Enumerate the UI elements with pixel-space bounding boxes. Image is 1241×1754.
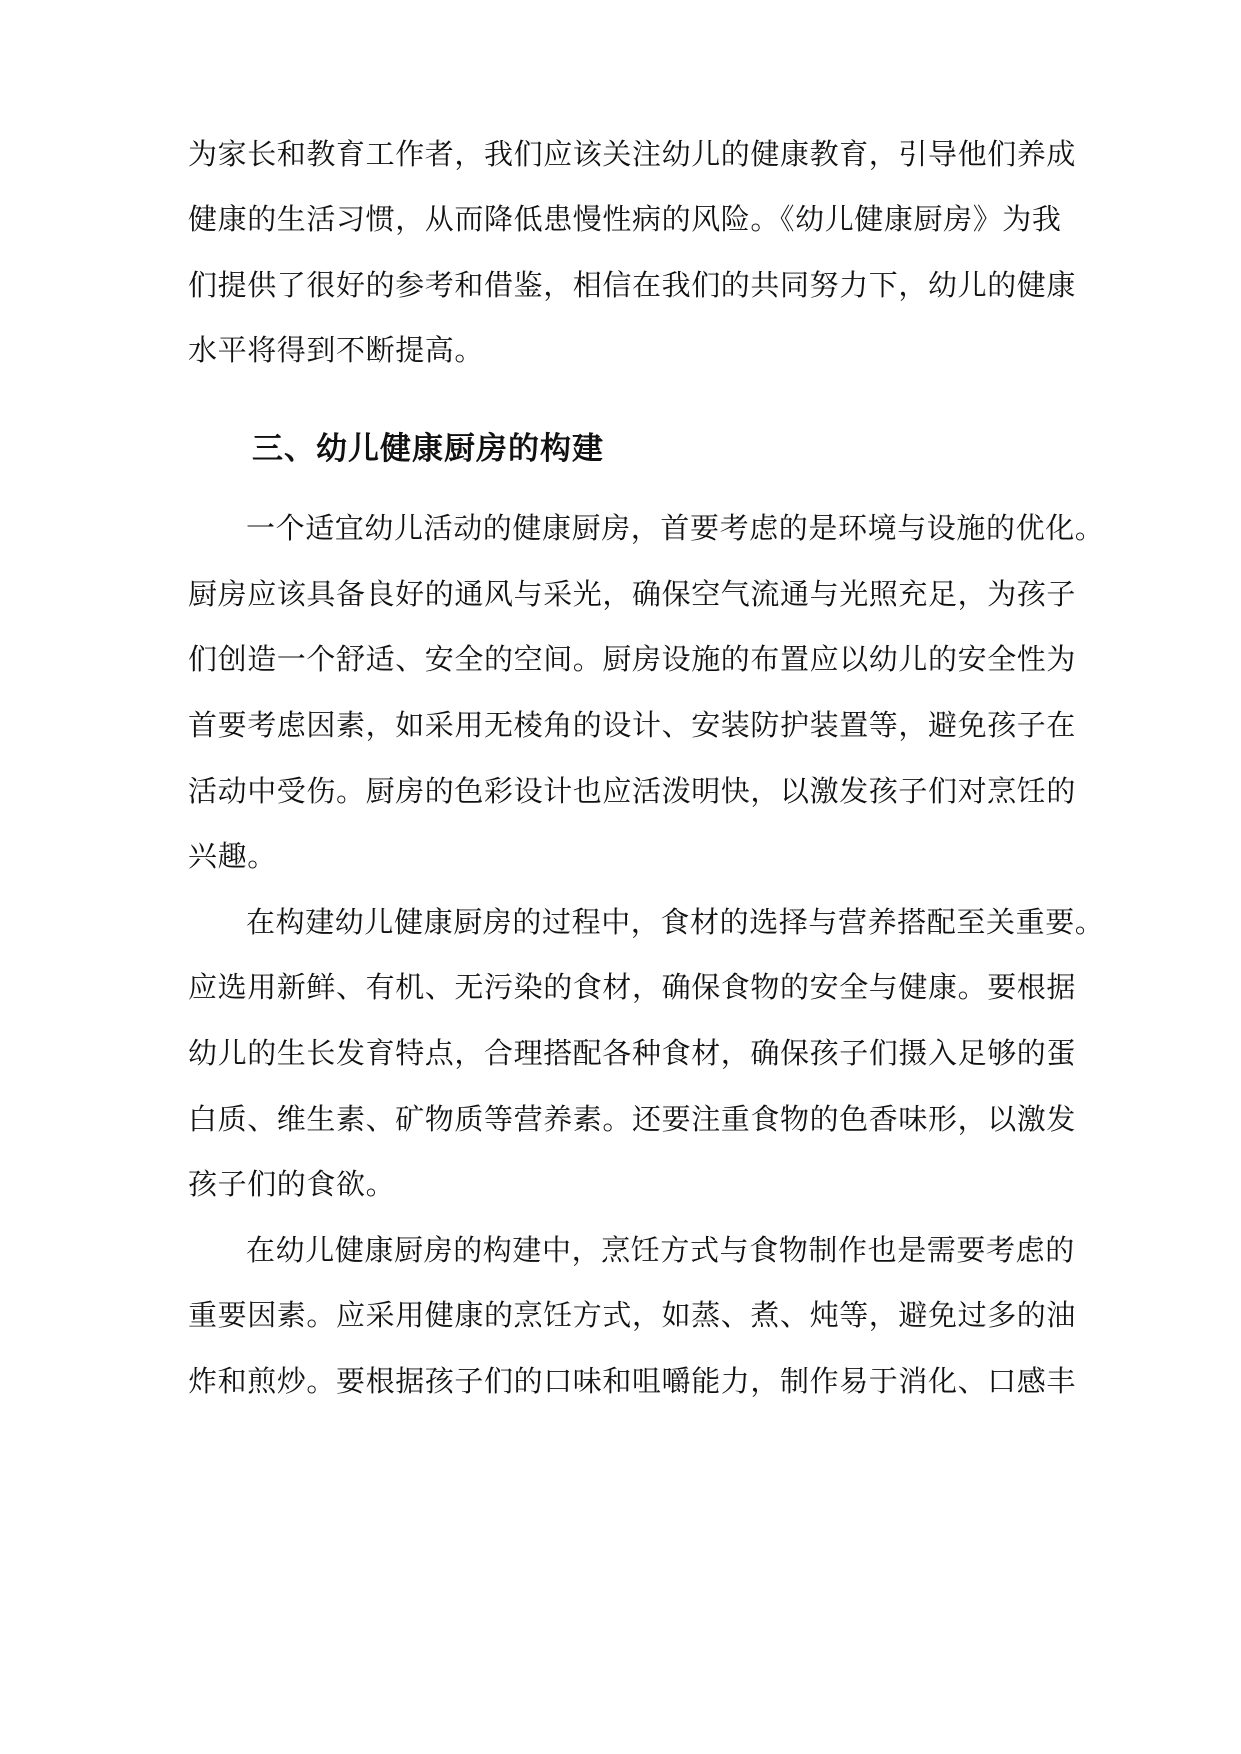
- paragraph-line: 活动中受伤。厨房的色彩设计也应活泼明快，以激发孩子们对烹饪的: [188, 774, 1077, 808]
- paragraph-line: 孩子们的食欲。: [188, 1167, 396, 1201]
- paragraph-line: 一个适宜幼儿活动的健康厨房，首要考虑的是环境与设施的优化。: [246, 511, 1105, 545]
- paragraph-line: 在幼儿健康厨房的构建中，烹饪方式与食物制作也是需要考虑的: [246, 1233, 1075, 1267]
- paragraph-line: 厨房应该具备良好的通风与采光，确保空气流通与光照充足，为孩子: [188, 577, 1077, 611]
- paragraph-line: 兴趣。: [188, 839, 277, 873]
- paragraph-line: 首要考虑因素，如采用无棱角的设计、安装防护装置等，避免孩子在: [188, 708, 1077, 742]
- paragraph-line: 健康的生活习惯，从而降低患慢性病的风险。《幼儿健康厨房》为我: [188, 202, 1062, 236]
- paragraph-line: 炸和煎炒。要根据孩子们的口味和咀嚼能力，制作易于消化、口感丰: [188, 1364, 1077, 1398]
- paragraph-line: 在构建幼儿健康厨房的过程中，食材的选择与营养搭配至关重要。: [246, 905, 1105, 939]
- paragraph-line: 应选用新鲜、有机、无污染的食材，确保食物的安全与健康。要根据: [188, 970, 1077, 1004]
- paragraph-line: 水平将得到不断提高。: [188, 333, 485, 367]
- paragraph-line: 幼儿的生长发育特点，合理搭配各种食材，确保孩子们摄入足够的蛋: [188, 1036, 1077, 1070]
- paragraph-line: 白质、维生素、矿物质等营养素。还要注重食物的色香味形，以激发: [188, 1102, 1077, 1136]
- paragraph-line: 重要因素。应采用健康的烹饪方式，如蒸、煮、炖等，避免过多的油: [188, 1298, 1077, 1332]
- paragraph-line: 为家长和教育工作者，我们应该关注幼儿的健康教育，引导他们养成: [188, 137, 1077, 171]
- paragraph-line: 们创造一个舒适、安全的空间。厨房设施的布置应以幼儿的安全性为: [188, 642, 1077, 676]
- section-heading: 三、幼儿健康厨房的构建: [252, 431, 604, 467]
- paragraph-line: 们提供了很好的参考和借鉴，相信在我们的共同努力下，幼儿的健康: [188, 268, 1077, 302]
